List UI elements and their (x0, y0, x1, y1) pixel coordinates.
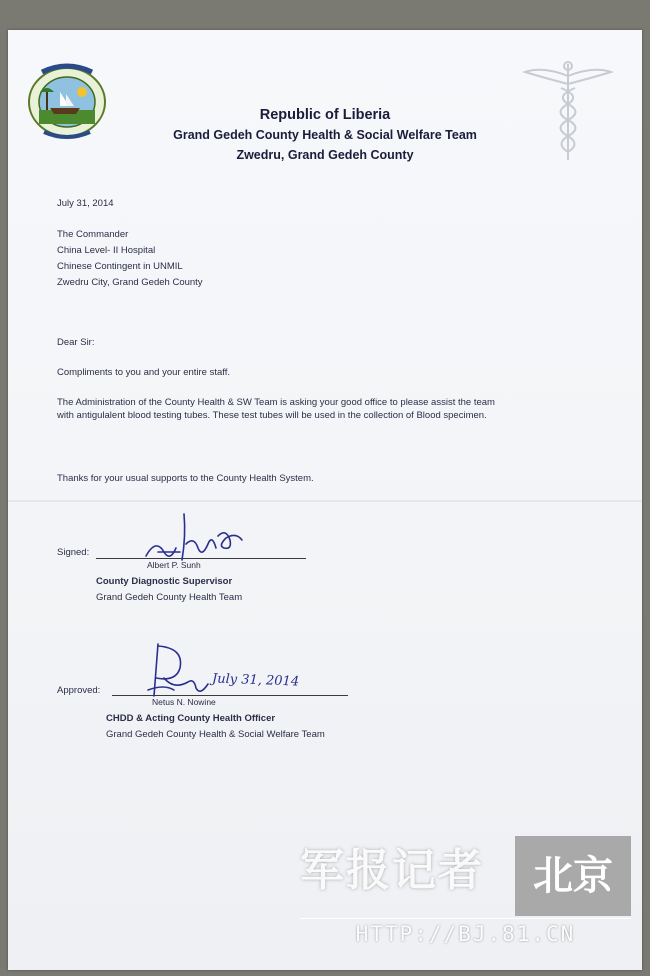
recipient-address (57, 228, 203, 289)
signed-org: Grand Gedeh County Health Team (96, 592, 243, 603)
body-paragraph-1: Compliments to you and your entire staff. (57, 367, 231, 378)
recipient-line: China Level- II Hospital (57, 245, 156, 256)
recipient-line: The Commander (57, 229, 129, 240)
recipient-line: Zwedru City, Grand Gedeh County (57, 277, 203, 288)
watermark-url: HTTP://BJ.81.CN (355, 922, 576, 946)
letterhead-republic: Republic of Liberia (259, 107, 391, 123)
watermark-city: 北京 (533, 853, 613, 899)
recipient-line: Chinese Contingent in UNMIL (57, 261, 183, 272)
body-line: with antigulalent blood testing tubes. These test tubes will be used in the collection of Blood specimen. (57, 410, 487, 421)
letter-date: July 31, 2014 (57, 198, 114, 209)
approved-org: Grand Gedeh County Health & Social Welfare Team (106, 729, 325, 740)
watermark-rule (300, 918, 631, 919)
letterhead-location: Zwedru, Grand Gedeh County (236, 148, 414, 162)
approved-title: CHDD & Acting County Health Officer (106, 713, 276, 724)
signed-title: County Diagnostic Supervisor (96, 576, 233, 587)
letter-paper (8, 30, 642, 970)
body-paragraph-3: Thanks for your usual supports to the County Health System. (57, 473, 314, 484)
paper-fold (8, 500, 642, 502)
approved-label: Approved: (57, 685, 101, 696)
signed-label: Signed: (57, 547, 90, 558)
handwritten-approval-date: July 31, 2014 (211, 671, 300, 690)
watermark-chinese: 军报记者 (300, 845, 484, 896)
watermark-city-box (515, 836, 631, 916)
body-line: The Administration of the County Health & SW Team is asking your good office to please assist the team (57, 397, 495, 408)
letterhead-team: Grand Gedeh County Health & Social Welfare Team (173, 128, 477, 142)
salutation: Dear Sir: (57, 337, 95, 348)
signed-name: Albert P. Sunh (147, 560, 201, 570)
signature-netus-icon (144, 638, 218, 702)
body-paragraph-2 (57, 396, 637, 422)
approved-name: Netus N. Nowine (152, 697, 216, 707)
